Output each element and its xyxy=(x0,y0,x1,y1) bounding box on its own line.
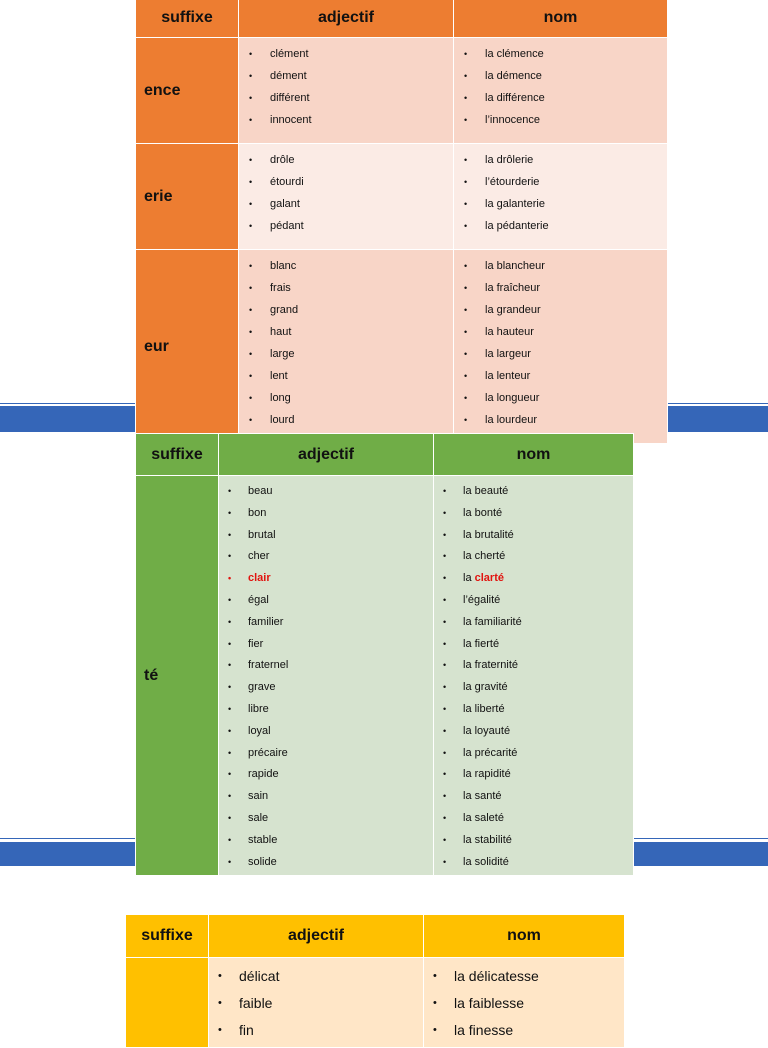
list-item: • lourd xyxy=(239,412,453,434)
list-item: • la santé xyxy=(434,788,633,810)
suffix-table-yellow xyxy=(125,914,625,1048)
list-item: • la longueur xyxy=(454,390,667,412)
list-item: • innocent xyxy=(239,112,453,134)
header-noun: nom xyxy=(424,915,625,958)
adjective-cell xyxy=(209,958,424,1048)
list-item: • la stabilité xyxy=(434,832,633,854)
header-adjective: adjectif xyxy=(239,0,454,38)
list-item: • la fraîcheur xyxy=(454,280,667,302)
table-row xyxy=(136,144,668,250)
list-item: • blanc xyxy=(239,258,453,280)
list-item: • la drôlerie xyxy=(454,152,667,174)
suffix-table-green xyxy=(135,433,634,876)
list-item xyxy=(434,570,633,592)
list-item: • la rapidité xyxy=(434,766,633,788)
table-row xyxy=(136,38,668,144)
adjective-list xyxy=(239,144,453,249)
adjective-cell xyxy=(239,38,454,144)
list-item: • haut xyxy=(239,324,453,346)
list-item: • la hauteur xyxy=(454,324,667,346)
list-item: • sain xyxy=(219,788,433,810)
list-item: • fraternel xyxy=(219,657,433,679)
list-item: • la démence xyxy=(454,68,667,90)
list-item: • cher xyxy=(219,548,433,570)
list-item: • brutal xyxy=(219,527,433,549)
list-item: • la bonté xyxy=(434,505,633,527)
list-item: • la beauté xyxy=(434,483,633,505)
list-item: • fier xyxy=(219,636,433,658)
list-item: • la blancheur xyxy=(454,258,667,280)
list-item: • la précarité xyxy=(434,745,633,767)
list-item: • la finesse xyxy=(424,1020,624,1047)
list-item: • pédant xyxy=(239,218,453,240)
suffix-cell xyxy=(126,958,209,1048)
list-item: • l’innocence xyxy=(454,112,667,134)
list-item: • frais xyxy=(239,280,453,302)
list-item: • loyal xyxy=(219,723,433,745)
list-item: • la faiblesse xyxy=(424,993,624,1020)
list-item: • la saleté xyxy=(434,810,633,832)
list-item: • la lourdeur xyxy=(454,412,667,434)
list-item: • clément xyxy=(239,46,453,68)
list-item: • la fierté xyxy=(434,636,633,658)
suffix-cell: té xyxy=(136,476,219,876)
list-item: • égal xyxy=(219,592,433,614)
noun-cell xyxy=(424,958,625,1048)
highlighted-word: clarté xyxy=(474,572,504,585)
noun-list xyxy=(454,38,667,143)
list-item: • la largeur xyxy=(454,346,667,368)
noun-cell xyxy=(454,144,668,250)
list-item: • la clémence xyxy=(454,46,667,68)
adjective-cell xyxy=(239,144,454,250)
header-suffix: suffixe xyxy=(126,915,209,958)
table-header-row xyxy=(126,915,625,958)
list-item: • la grandeur xyxy=(454,302,667,324)
list-item: • la lenteur xyxy=(454,368,667,390)
table-header-row xyxy=(136,434,634,476)
noun-list xyxy=(454,144,667,249)
list-item: • fin xyxy=(209,1020,423,1047)
list-item: • la solidité xyxy=(434,854,633,876)
list-item: • sale xyxy=(219,810,433,832)
adjective-list xyxy=(219,476,433,875)
list-item: • la gravité xyxy=(434,679,633,701)
table-row xyxy=(136,476,634,876)
list-item: • la différence xyxy=(454,90,667,112)
suffix-cell: eur xyxy=(136,250,239,444)
list-item: • libre xyxy=(219,701,433,723)
list-item: • clair xyxy=(219,570,433,592)
noun-cell xyxy=(454,250,668,444)
table-header-row xyxy=(136,0,668,38)
header-adjective: adjectif xyxy=(209,915,424,958)
adjective-list xyxy=(239,250,453,443)
adjective-list xyxy=(239,38,453,143)
list-item: • beau xyxy=(219,483,433,505)
list-item: • stable xyxy=(219,832,433,854)
header-adjective: adjectif xyxy=(219,434,434,476)
list-item: • grave xyxy=(219,679,433,701)
noun-list xyxy=(424,958,624,1047)
list-item: • lent xyxy=(239,368,453,390)
list-item: • étourdi xyxy=(239,174,453,196)
list-item: • dément xyxy=(239,68,453,90)
list-item: • large xyxy=(239,346,453,368)
list-item: • précaire xyxy=(219,745,433,767)
list-item: • familier xyxy=(219,614,433,636)
noun-cell xyxy=(454,38,668,144)
list-item: • rapide xyxy=(219,766,433,788)
header-suffix: suffixe xyxy=(136,434,219,476)
list-item: • solide xyxy=(219,854,433,876)
list-item: • drôle xyxy=(239,152,453,174)
table-row xyxy=(126,958,625,1048)
list-item: • délicat xyxy=(209,966,423,993)
list-item: • grand xyxy=(239,302,453,324)
list-item: • galant xyxy=(239,196,453,218)
suffix-cell: erie xyxy=(136,144,239,250)
list-item: • la brutalité xyxy=(434,527,633,549)
list-item: • la galanterie xyxy=(454,196,667,218)
list-item: • bon xyxy=(219,505,433,527)
list-item: • la familiarité xyxy=(434,614,633,636)
header-suffix: suffixe xyxy=(136,0,239,38)
list-item: • différent xyxy=(239,90,453,112)
table-row xyxy=(136,250,668,444)
header-noun: nom xyxy=(454,0,668,38)
list-item: • la délicatesse xyxy=(424,966,624,993)
noun-list xyxy=(434,476,633,875)
header-noun: nom xyxy=(434,434,634,476)
list-item: • long xyxy=(239,390,453,412)
list-item: • la fraternité xyxy=(434,657,633,679)
list-item: • la pédanterie xyxy=(454,218,667,240)
list-item: • la loyauté xyxy=(434,723,633,745)
adjective-cell xyxy=(219,476,434,876)
list-item: • l’égalité xyxy=(434,592,633,614)
adjective-list xyxy=(209,958,423,1047)
list-item: • faible xyxy=(209,993,423,1020)
suffix-table-orange xyxy=(135,0,668,444)
noun-cell xyxy=(434,476,634,876)
list-item: • l’étourderie xyxy=(454,174,667,196)
suffix-cell: ence xyxy=(136,38,239,144)
article-text: la xyxy=(463,572,475,585)
list-item: • la liberté xyxy=(434,701,633,723)
noun-list xyxy=(454,250,667,443)
adjective-cell xyxy=(239,250,454,444)
list-item: • la cherté xyxy=(434,548,633,570)
